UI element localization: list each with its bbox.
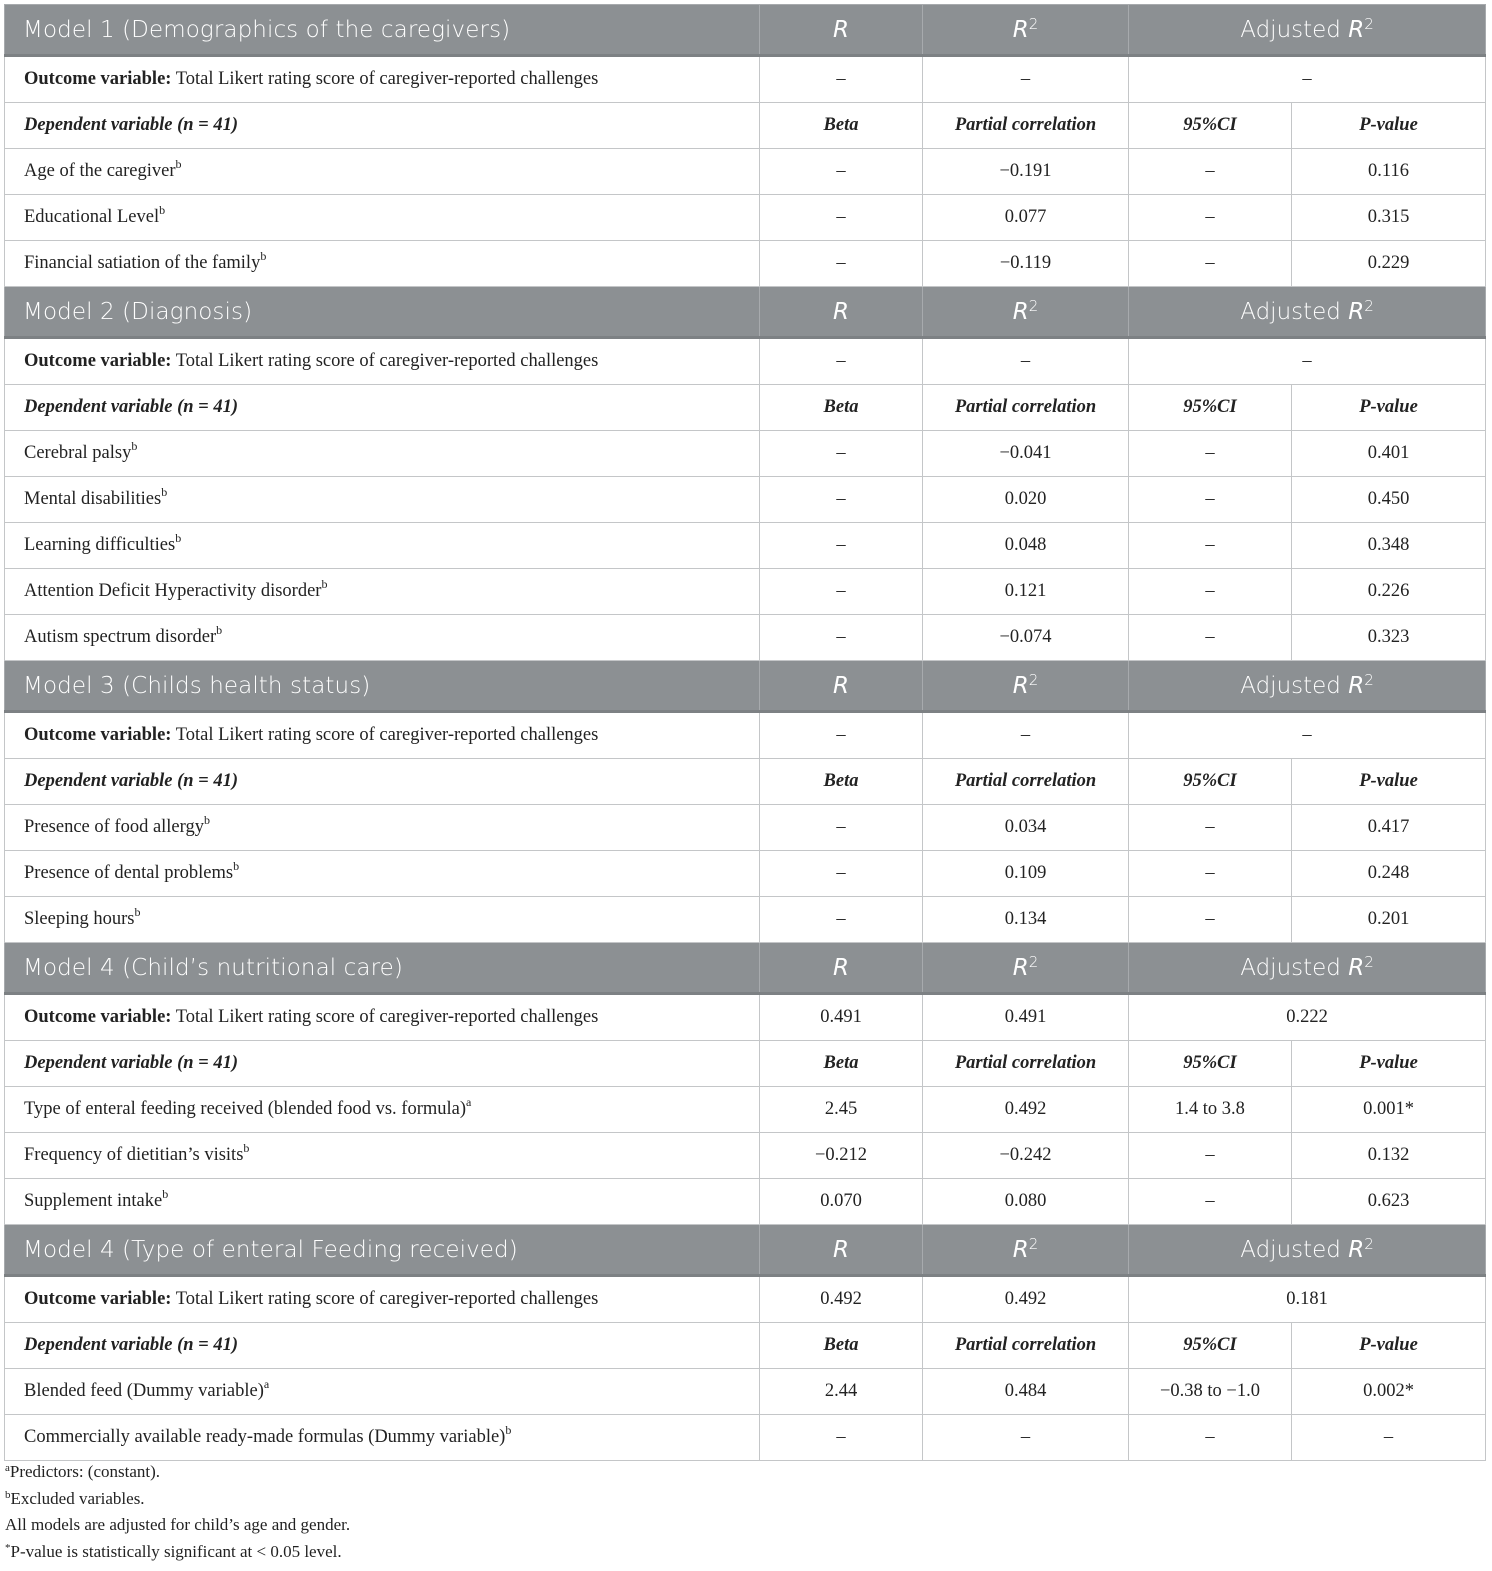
- p-value: 0.002*: [1292, 1369, 1486, 1415]
- beta-header: Beta: [760, 759, 923, 805]
- footnote: [5, 1539, 350, 1566]
- beta-value: –: [760, 523, 923, 569]
- ci-header: 95%CI: [1129, 1041, 1292, 1087]
- variable-label: [5, 431, 760, 477]
- r-symbol: R: [833, 16, 849, 43]
- table-footnotes: [5, 1459, 350, 1565]
- variable-name: Mental disabilities: [24, 489, 162, 509]
- adjusted-r2-superscript: 2: [1364, 1234, 1374, 1253]
- ci-value: 1.4 to 3.8: [1129, 1087, 1292, 1133]
- variable-footnote-marker: b: [134, 905, 141, 919]
- partial-correlation-value: 0.080: [923, 1179, 1129, 1225]
- r-value: –: [760, 712, 923, 759]
- outcome-label-bold: Outcome variable:: [24, 69, 172, 89]
- adjusted-prefix: Adjusted: [1240, 1236, 1349, 1263]
- r-symbol: R: [833, 672, 849, 699]
- r-symbol: R: [833, 298, 849, 325]
- partial-correlation-value: 0.020: [923, 477, 1129, 523]
- p-value: 0.116: [1292, 149, 1486, 195]
- outcome-row: [5, 1276, 1486, 1323]
- table-row: [5, 615, 1486, 661]
- adjusted-r-symbol: R: [1348, 16, 1365, 43]
- variable-label: [5, 851, 760, 897]
- outcome-label-text: Total Likert rating score of caregiver-reported challenges: [171, 1289, 599, 1309]
- adjusted-prefix: Adjusted: [1240, 298, 1349, 325]
- variable-name: Cerebral palsy: [24, 443, 132, 463]
- ci-value: –: [1129, 523, 1292, 569]
- p-value: 0.417: [1292, 805, 1486, 851]
- adjusted-r2-value: –: [1129, 338, 1486, 385]
- outcome-row: [5, 338, 1486, 385]
- variable-footnote-marker: b: [131, 439, 138, 453]
- model-header-row: [5, 287, 1486, 338]
- variable-label: [5, 241, 760, 287]
- variable-footnote-marker: b: [175, 531, 182, 545]
- variable-name: Attention Deficit Hyperactivity disorder: [24, 581, 322, 601]
- beta-header: Beta: [760, 385, 923, 431]
- variable-label: [5, 195, 760, 241]
- partial-correlation-value: −0.074: [923, 615, 1129, 661]
- dependent-variable-header: Dependent variable (n = 41): [5, 1323, 760, 1369]
- p-value-header: P-value: [1292, 1323, 1486, 1369]
- outcome-label: [5, 56, 760, 103]
- table-row: [5, 149, 1486, 195]
- beta-value: –: [760, 195, 923, 241]
- r2-symbol: R: [1012, 954, 1029, 981]
- beta-value: 2.44: [760, 1369, 923, 1415]
- p-value: 0.401: [1292, 431, 1486, 477]
- p-value: 0.132: [1292, 1133, 1486, 1179]
- partial-correlation-value: –: [923, 1415, 1129, 1461]
- variable-name: Supplement intake: [24, 1191, 163, 1211]
- column-subheader-row: [5, 759, 1486, 805]
- r2-superscript: 2: [1028, 952, 1039, 971]
- beta-value: –: [760, 897, 923, 943]
- variable-label: [5, 1133, 760, 1179]
- r-value: 0.492: [760, 1276, 923, 1323]
- outcome-label-text: Total Likert rating score of caregiver-reported challenges: [171, 1007, 599, 1027]
- r-value: –: [760, 56, 923, 103]
- footnote-text: Excluded variables.: [10, 1488, 145, 1508]
- table-body: [5, 5, 1486, 1461]
- outcome-label-text: Total Likert rating score of caregiver-reported challenges: [171, 69, 599, 89]
- outcome-label: [5, 712, 760, 759]
- variable-label: [5, 1087, 760, 1133]
- variable-label: [5, 1369, 760, 1415]
- outcome-label: [5, 994, 760, 1041]
- table-row: [5, 1415, 1486, 1461]
- adjusted-r2-superscript: 2: [1364, 670, 1374, 689]
- variable-name: Type of enteral feeding received (blended food vs. formula): [24, 1099, 467, 1119]
- ci-header: 95%CI: [1129, 1323, 1292, 1369]
- beta-value: –: [760, 1415, 923, 1461]
- partial-correlation-value: 0.034: [923, 805, 1129, 851]
- r2-superscript: 2: [1028, 1234, 1039, 1253]
- ci-value: −0.38 to −1.0: [1129, 1369, 1292, 1415]
- dependent-variable-header: Dependent variable (n = 41): [5, 759, 760, 805]
- outcome-label-bold: Outcome variable:: [24, 725, 172, 745]
- variable-name: Autism spectrum disorder: [24, 627, 217, 647]
- beta-header: Beta: [760, 103, 923, 149]
- adjusted-r2-value: 0.181: [1129, 1276, 1486, 1323]
- p-value: 0.226: [1292, 569, 1486, 615]
- variable-name: Presence of dental problems: [24, 863, 234, 883]
- partial-correlation-value: −0.119: [923, 241, 1129, 287]
- r2-header: [923, 287, 1129, 338]
- variable-footnote-marker: b: [233, 859, 240, 873]
- partial-correlation-value: −0.242: [923, 1133, 1129, 1179]
- variable-footnote-marker: a: [263, 1377, 270, 1391]
- p-value: 0.450: [1292, 477, 1486, 523]
- column-subheader-row: [5, 1323, 1486, 1369]
- model-title: Model 2 (Diagnosis): [5, 287, 760, 338]
- r2-symbol: R: [1012, 298, 1029, 325]
- r2-superscript: 2: [1028, 296, 1039, 315]
- footnote-marker: b: [5, 1488, 11, 1501]
- footnote: [5, 1459, 350, 1486]
- model-title: Model 4 (Child’s nutritional care): [5, 943, 760, 994]
- r-header: [760, 661, 923, 712]
- model-title: Model 3 (Childs health status): [5, 661, 760, 712]
- variable-name: Educational Level: [24, 207, 160, 227]
- dependent-variable-header: Dependent variable (n = 41): [5, 103, 760, 149]
- p-value: –: [1292, 1415, 1486, 1461]
- adjusted-r-symbol: R: [1348, 1236, 1365, 1263]
- footnote-marker: a: [5, 1462, 10, 1474]
- adjusted-r2-header: [1129, 287, 1486, 338]
- partial-correlation-value: 0.134: [923, 897, 1129, 943]
- partial-correlation-header: Partial correlation: [923, 759, 1129, 805]
- variable-label: [5, 805, 760, 851]
- regression-table: [4, 4, 1486, 1461]
- footnote: [5, 1512, 350, 1539]
- variable-name: Commercially available ready-made formulas (Dummy variable): [24, 1427, 506, 1447]
- r-header: [760, 943, 923, 994]
- variable-footnote-marker: b: [243, 1141, 250, 1155]
- p-value-header: P-value: [1292, 385, 1486, 431]
- r-value: 0.491: [760, 994, 923, 1041]
- outcome-row: [5, 712, 1486, 759]
- ci-value: –: [1129, 805, 1292, 851]
- beta-value: –: [760, 615, 923, 661]
- r-value: –: [760, 338, 923, 385]
- model-header-row: [5, 1225, 1486, 1276]
- variable-name: Sleeping hours: [24, 909, 135, 929]
- variable-name: Frequency of dietitian’s visits: [24, 1145, 244, 1165]
- model-header-row: [5, 661, 1486, 712]
- r2-value: –: [923, 56, 1129, 103]
- adjusted-r2-superscript: 2: [1364, 296, 1374, 315]
- adjusted-prefix: Adjusted: [1240, 954, 1349, 981]
- table-row: [5, 1179, 1486, 1225]
- ci-header: 95%CI: [1129, 385, 1292, 431]
- beta-value: 0.070: [760, 1179, 923, 1225]
- beta-value: –: [760, 477, 923, 523]
- r2-symbol: R: [1012, 16, 1029, 43]
- variable-footnote-marker: b: [159, 203, 166, 217]
- p-value-header: P-value: [1292, 103, 1486, 149]
- table-row: [5, 523, 1486, 569]
- beta-value: –: [760, 241, 923, 287]
- outcome-label-bold: Outcome variable:: [24, 351, 172, 371]
- ci-value: –: [1129, 195, 1292, 241]
- ci-value: –: [1129, 149, 1292, 195]
- r2-symbol: R: [1012, 672, 1029, 699]
- table-row: [5, 569, 1486, 615]
- model-header-row: [5, 943, 1486, 994]
- partial-correlation-value: 0.048: [923, 523, 1129, 569]
- ci-value: –: [1129, 569, 1292, 615]
- footnote-marker: *: [5, 1541, 11, 1554]
- r2-header: [923, 5, 1129, 56]
- partial-correlation-header: Partial correlation: [923, 1041, 1129, 1087]
- variable-footnote-marker: b: [175, 157, 182, 171]
- outcome-label-bold: Outcome variable:: [24, 1289, 172, 1309]
- table-row: [5, 1133, 1486, 1179]
- p-value: 0.248: [1292, 851, 1486, 897]
- r2-symbol: R: [1012, 1236, 1029, 1263]
- beta-header: Beta: [760, 1041, 923, 1087]
- partial-correlation-header: Partial correlation: [923, 385, 1129, 431]
- ci-value: –: [1129, 477, 1292, 523]
- ci-value: –: [1129, 851, 1292, 897]
- r2-superscript: 2: [1028, 14, 1039, 33]
- beta-header: Beta: [760, 1323, 923, 1369]
- adjusted-r2-header: [1129, 5, 1486, 56]
- adjusted-r-symbol: R: [1348, 954, 1365, 981]
- variable-label: [5, 1415, 760, 1461]
- variable-label: [5, 569, 760, 615]
- r2-value: 0.492: [923, 1276, 1129, 1323]
- variable-label: [5, 1179, 760, 1225]
- r2-value: –: [923, 338, 1129, 385]
- ci-header: 95%CI: [1129, 759, 1292, 805]
- adjusted-r2-header: [1129, 943, 1486, 994]
- ci-value: –: [1129, 431, 1292, 477]
- r2-value: 0.491: [923, 994, 1129, 1041]
- table-row: [5, 1369, 1486, 1415]
- dependent-variable-header: Dependent variable (n = 41): [5, 385, 760, 431]
- p-value-header: P-value: [1292, 1041, 1486, 1087]
- variable-label: [5, 523, 760, 569]
- partial-correlation-value: 0.492: [923, 1087, 1129, 1133]
- ci-value: –: [1129, 897, 1292, 943]
- column-subheader-row: [5, 385, 1486, 431]
- partial-correlation-value: 0.484: [923, 1369, 1129, 1415]
- p-value: 0.623: [1292, 1179, 1486, 1225]
- r2-value: –: [923, 712, 1129, 759]
- outcome-label-text: Total Likert rating score of caregiver-reported challenges: [171, 351, 599, 371]
- footnote: [5, 1486, 350, 1513]
- p-value: 0.229: [1292, 241, 1486, 287]
- adjusted-r2-header: [1129, 661, 1486, 712]
- adjusted-r-symbol: R: [1348, 672, 1365, 699]
- p-value: 0.315: [1292, 195, 1486, 241]
- table-row: [5, 241, 1486, 287]
- p-value: 0.323: [1292, 615, 1486, 661]
- ci-value: –: [1129, 241, 1292, 287]
- adjusted-r2-value: 0.222: [1129, 994, 1486, 1041]
- variable-name: Age of the caregiver: [24, 161, 176, 181]
- variable-footnote-marker: b: [203, 813, 210, 827]
- p-value: 0.201: [1292, 897, 1486, 943]
- outcome-label: [5, 1276, 760, 1323]
- partial-correlation-header: Partial correlation: [923, 1323, 1129, 1369]
- table-row: [5, 477, 1486, 523]
- variable-label: [5, 149, 760, 195]
- beta-value: 2.45: [760, 1087, 923, 1133]
- dependent-variable-header: Dependent variable (n = 41): [5, 1041, 760, 1087]
- r2-header: [923, 661, 1129, 712]
- beta-value: −0.212: [760, 1133, 923, 1179]
- partial-correlation-value: −0.041: [923, 431, 1129, 477]
- r2-header: [923, 1225, 1129, 1276]
- model-title: Model 4 (Type of enteral Feeding received): [5, 1225, 760, 1276]
- adjusted-r2-value: –: [1129, 56, 1486, 103]
- column-subheader-row: [5, 103, 1486, 149]
- adjusted-prefix: Adjusted: [1240, 672, 1349, 699]
- variable-footnote-marker: a: [466, 1095, 472, 1109]
- r-header: [760, 1225, 923, 1276]
- variable-footnote-marker: b: [162, 1187, 169, 1201]
- beta-value: –: [760, 851, 923, 897]
- r-header: [760, 5, 923, 56]
- partial-correlation-value: 0.121: [923, 569, 1129, 615]
- variable-footnote-marker: b: [321, 577, 328, 591]
- partial-correlation-header: Partial correlation: [923, 103, 1129, 149]
- ci-value: –: [1129, 1179, 1292, 1225]
- r-header: [760, 287, 923, 338]
- footnote-text: P-value is statistically significant at < 0.05 level.: [10, 1541, 342, 1561]
- table-row: [5, 805, 1486, 851]
- variable-label: [5, 615, 760, 661]
- outcome-row: [5, 994, 1486, 1041]
- model-title: Model 1 (Demographics of the caregivers): [5, 5, 760, 56]
- adjusted-r-symbol: R: [1348, 298, 1365, 325]
- variable-name: Presence of food allergy: [24, 817, 204, 837]
- table-row: [5, 195, 1486, 241]
- variable-name: Financial satiation of the family: [24, 253, 261, 273]
- variable-label: [5, 897, 760, 943]
- beta-value: –: [760, 431, 923, 477]
- variable-footnote-marker: b: [505, 1423, 512, 1437]
- ci-value: –: [1129, 1133, 1292, 1179]
- adjusted-r2-superscript: 2: [1364, 14, 1374, 33]
- beta-value: –: [760, 805, 923, 851]
- ci-header: 95%CI: [1129, 103, 1292, 149]
- partial-correlation-value: −0.191: [923, 149, 1129, 195]
- p-value: 0.348: [1292, 523, 1486, 569]
- table-row: [5, 1087, 1486, 1133]
- variable-label: [5, 477, 760, 523]
- adjusted-prefix: Adjusted: [1240, 16, 1349, 43]
- adjusted-r2-value: –: [1129, 712, 1486, 759]
- r-symbol: R: [833, 1236, 849, 1263]
- outcome-label-bold: Outcome variable:: [24, 1007, 172, 1027]
- p-value: 0.001*: [1292, 1087, 1486, 1133]
- partial-correlation-value: 0.109: [923, 851, 1129, 897]
- r2-superscript: 2: [1028, 670, 1039, 689]
- column-subheader-row: [5, 1041, 1486, 1087]
- p-value-header: P-value: [1292, 759, 1486, 805]
- partial-correlation-value: 0.077: [923, 195, 1129, 241]
- ci-value: –: [1129, 615, 1292, 661]
- adjusted-r2-header: [1129, 1225, 1486, 1276]
- beta-value: –: [760, 149, 923, 195]
- table-row: [5, 851, 1486, 897]
- model-header-row: [5, 5, 1486, 56]
- beta-value: –: [760, 569, 923, 615]
- outcome-label: [5, 338, 760, 385]
- variable-footnote-marker: b: [161, 485, 168, 499]
- variable-footnote-marker: b: [260, 249, 267, 263]
- r2-header: [923, 943, 1129, 994]
- footnote-text: Predictors: (constant).: [9, 1462, 161, 1481]
- ci-value: –: [1129, 1415, 1292, 1461]
- variable-name: Blended feed (Dummy variable): [24, 1381, 264, 1401]
- table-row: [5, 431, 1486, 477]
- footnote-text: All models are adjusted for child’s age and gender.: [5, 1515, 351, 1534]
- adjusted-r2-superscript: 2: [1364, 952, 1374, 971]
- outcome-label-text: Total Likert rating score of caregiver-reported challenges: [171, 725, 599, 745]
- r-symbol: R: [833, 954, 849, 981]
- variable-name: Learning difficulties: [24, 535, 176, 555]
- variable-footnote-marker: b: [216, 623, 223, 637]
- table-row: [5, 897, 1486, 943]
- outcome-row: [5, 56, 1486, 103]
